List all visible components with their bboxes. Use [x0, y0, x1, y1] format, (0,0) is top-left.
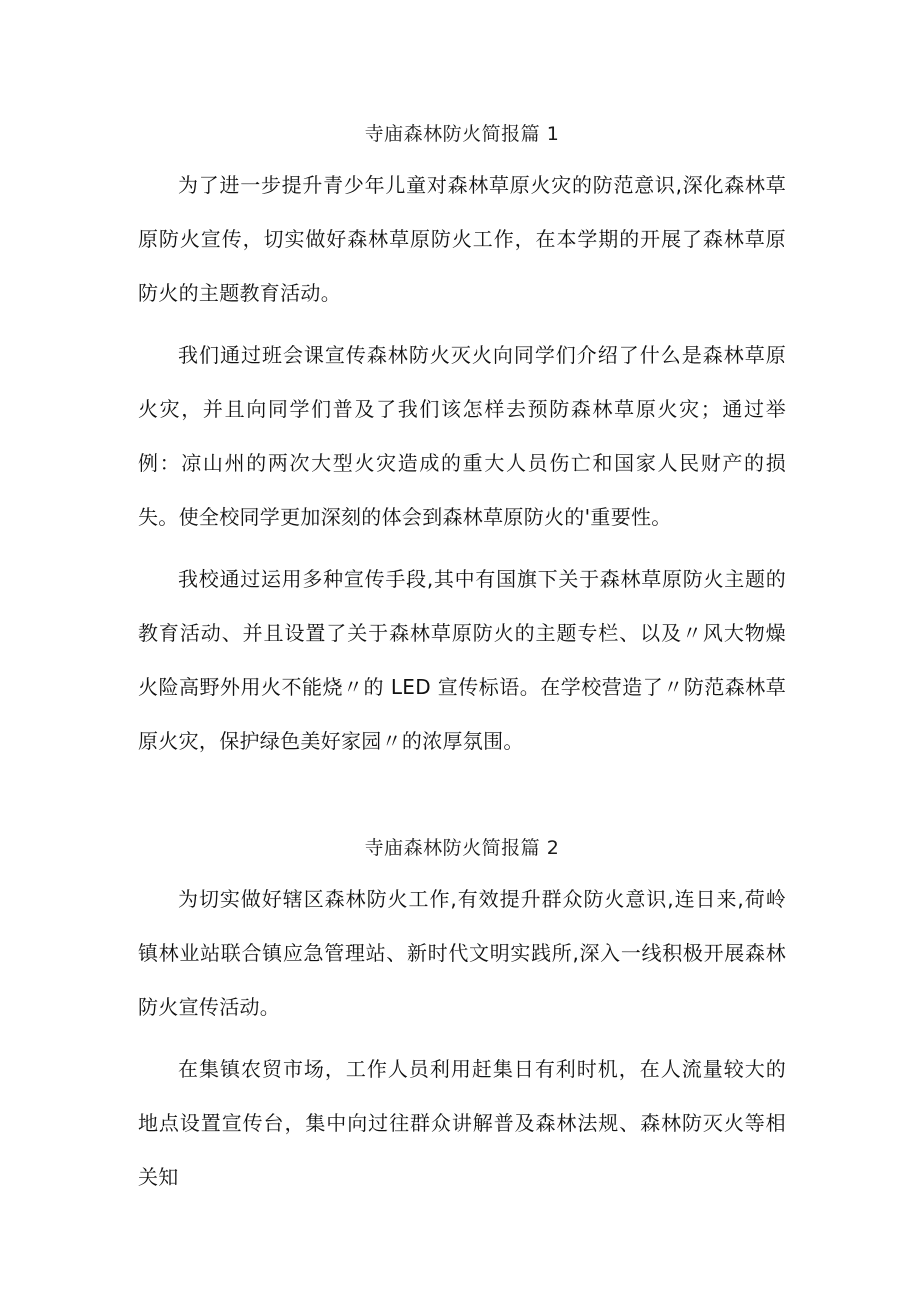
report-section-2	[138, 832, 786, 1204]
section-title: 寺庙森林防火简报篇 1	[364, 123, 560, 145]
report-section-1	[138, 118, 786, 768]
section-title: 寺庙森林防火简报篇 2	[364, 837, 560, 859]
paragraph: 我校通过运用多种宣传手段,其中有国旗下关于森林草原防火主题的教育活动、并且设置了关于森林草原防火的主题专栏、以及〃风大物燥火险高野外用火不能烧〃的 LED 宣传标语。在学校营造了〃防范森林草原火灾，保护绿色美好家园〃的浓厚氛围。	[138, 567, 786, 753]
paragraph: 我们通过班会课宣传森林防火灭火向同学们介绍了什么是森林草原火灾，并且向同学们普及了我们该怎样去预防森林草原火灾；通过举例：凉山州的两次大型火灾造成的重大人员伤亡和国家人民财产的损失。使全校同学更加深刻的体会到森林草原防火的'重要性。	[138, 343, 786, 529]
paragraph: 为了进一步提升青少年儿童对森林草原火灾的防范意识,深化森林草原防火宣传，切实做好森林草原防火工作，在本学期的开展了森林草原防火的主题教育活动。	[138, 173, 786, 305]
paragraph: 在集镇农贸市场，工作人员利用赶集日有利时机，在人流量较大的地点设置宣传台，集中向过往群众讲解普及森林法规、森林防灭火等相关知	[138, 1057, 786, 1189]
paragraph: 为切实做好辖区森林防火工作,有效提升群众防火意识,连日来,荷岭镇林业站联合镇应急管理站、新时代文明实践所,深入一线积极开展森林防火宣传活动。	[138, 887, 786, 1019]
